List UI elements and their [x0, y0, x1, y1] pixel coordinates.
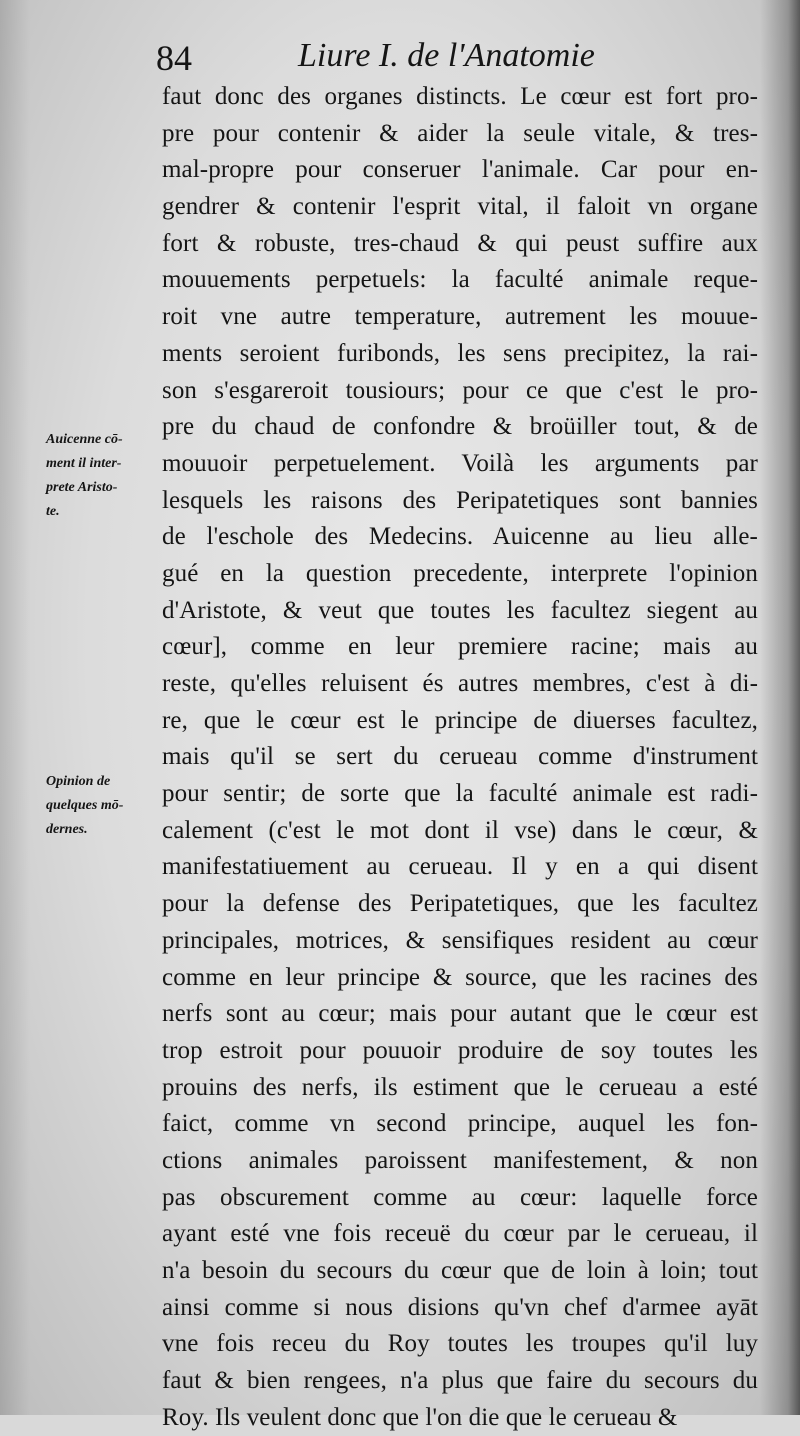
text-line: prouins des nerfs, ils estiment que le cerueau a esté	[162, 1073, 758, 1101]
page-header	[0, 32, 800, 82]
text-line: calement (c'est le mot dont il vse) dans le cœur, &	[162, 816, 758, 844]
text-line: comme en leur principe & source, que les racines des	[162, 963, 758, 991]
text-line: faut donc des organes distincts. Le cœur est fort pro-	[162, 83, 758, 110]
text-line: principales, motrices, & sensifiques resident au cœur	[162, 926, 758, 954]
text-line: ayant esté vne fois receuë du cœur par le cerueau, il	[162, 1220, 758, 1248]
text-line: pre pour contenir & aider la seule vitale, & tres-	[162, 119, 758, 147]
margin-note-avicenna	[46, 428, 162, 524]
margin-note-moderns	[46, 770, 162, 842]
text-line: gendrer & contenir l'esprit vital, il faloit vn organe	[162, 193, 758, 221]
body-text	[162, 79, 758, 1436]
text-line: cœur], comme en leur premiere racine; mais au	[162, 633, 758, 661]
binding-gutter-shadow	[760, 0, 800, 1415]
text-line: roit vne autre temperature, autrement les mouue-	[162, 303, 758, 331]
text-line: ments seroient furibonds, les sens precipitez, la rai-	[162, 339, 758, 367]
text-line: Roy. Ils veulent donc que l'on die que le cerueau &	[162, 1403, 678, 1431]
text-line: manifestatiuement au cerueau. Il y en a qui disent	[162, 853, 758, 881]
text-line: lesquels les raisons des Peripatetiques sont bannies	[162, 486, 758, 514]
page-number: 84	[156, 38, 192, 78]
text-line: faict, comme vn second principe, auquel les fon-	[162, 1110, 758, 1138]
text-line: n'a besoin du secours du cœur que de loin à loin; tout	[162, 1257, 758, 1284]
margin-note-line: prete Aristo-	[46, 480, 118, 495]
text-line: reste, qu'elles reluisent és autres membres, c'est à di-	[162, 670, 758, 697]
text-line: trop estroit pour pouuoir produire de soy toutes les	[162, 1036, 758, 1064]
left-edge-shadow	[0, 0, 30, 1415]
text-line: mal-propre pour conseruer l'animale. Car pour en-	[162, 156, 758, 184]
text-line: pour sentir; de sorte que la faculté animale est radi-	[162, 780, 758, 808]
text-line: nerfs sont au cœur; mais pour autant que le cœur est	[162, 1000, 758, 1028]
text-line: mouuements perpetuels: la faculté animale reque-	[162, 266, 758, 294]
text-line: pre du chaud de confondre & broüiller tout, & de	[162, 413, 758, 441]
text-line: mouuoir perpetuelement. Voilà les arguments par	[162, 449, 758, 477]
text-line: vne fois receu du Roy toutes les troupes qu'il luy	[162, 1330, 758, 1358]
text-line: son s'esgareroit tousiours; pour ce que c'est le pro-	[162, 376, 758, 404]
text-line: faut & bien rengees, n'a plus que faire du secours du	[162, 1367, 758, 1395]
text-line: gué en la question precedente, interprete l'opinion	[162, 559, 758, 587]
text-line: ainsi comme si nous disions qu'vn chef d'armee ayāt	[162, 1293, 758, 1321]
text-line: mais qu'il se sert du cerueau comme d'instrument	[162, 743, 758, 771]
text-line: d'Aristote, & veut que toutes les facultez siegent au	[162, 596, 758, 624]
text-line: fort & robuste, tres-chaud & qui peust suffire aux	[162, 229, 758, 257]
text-line: re, que le cœur est le principe de diuerses facultez,	[162, 706, 758, 734]
margin-note-line: quelques mō-	[46, 798, 124, 813]
running-title: Liure I. de l'Anatomie	[298, 37, 595, 74]
margin-note-line: Opinion de	[46, 774, 111, 789]
text-line: ctions animales paroissent manifestement, & non	[162, 1146, 758, 1174]
margin-note-line: dernes.	[46, 822, 88, 837]
margin-note-line: ment il inter-	[46, 456, 122, 471]
margin-note-line: te.	[46, 504, 60, 519]
text-line: pour la defense des Peripatetiques, que les facultez	[162, 890, 758, 918]
text-line: de l'eschole des Medecins. Auicenne au lieu alle-	[162, 523, 758, 551]
text-line: pas obscurement comme au cœur: laquelle force	[162, 1183, 758, 1211]
margin-note-line: Auicenne cō-	[46, 432, 123, 447]
